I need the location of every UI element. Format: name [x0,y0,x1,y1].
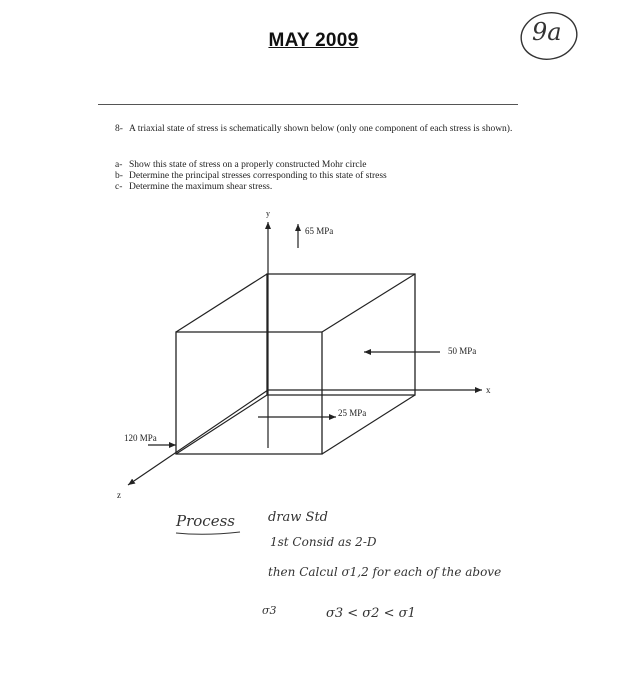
stress-left-label: 120 MPa [124,433,157,443]
cube-edge [176,395,267,454]
item-label: a- [115,160,123,170]
item-text: Determine the principal stresses corresponding to this state of stress [129,171,387,181]
axis-x-label: x [486,385,491,395]
handwriting-sigma3: σ3 [262,604,277,617]
item-text: Show this state of stress on a properly constructed Mohr circle [129,160,367,170]
handwriting-underline [176,532,240,534]
cube-edge [322,395,415,454]
stress-right-label: 50 MPa [448,346,477,356]
cube-edge [176,274,267,332]
page-title: MAY 2009 [268,30,359,51]
handwriting-process: Process [176,512,235,530]
handwriting-line3: then Calcul σ1,2 for each of the above [268,565,502,579]
handwriting-draw: draw Std [268,510,328,525]
axis-z-label: z [117,490,121,500]
stress-top-label: 65 MPa [305,226,334,236]
page-mark-text: 9a [532,18,562,46]
question-number: 8- [115,124,123,134]
item-label: c- [115,182,123,192]
axis-y-label: y [266,209,270,218]
item-label: b- [115,171,123,181]
item-text: Determine the maximum shear stress. [129,182,273,192]
stress-shear-label: 25 MPa [338,408,367,418]
handwriting-inequality: σ3 < σ2 < σ1 [326,606,416,621]
question-text: A triaxial state of stress is schematically shown below (only one component of each stress is shown). [129,124,513,134]
cube-edge [322,274,415,332]
cube-front-face [176,332,322,454]
cube-back-face [267,274,415,395]
handwriting-line2: 1st Consid as 2-D [270,535,377,549]
